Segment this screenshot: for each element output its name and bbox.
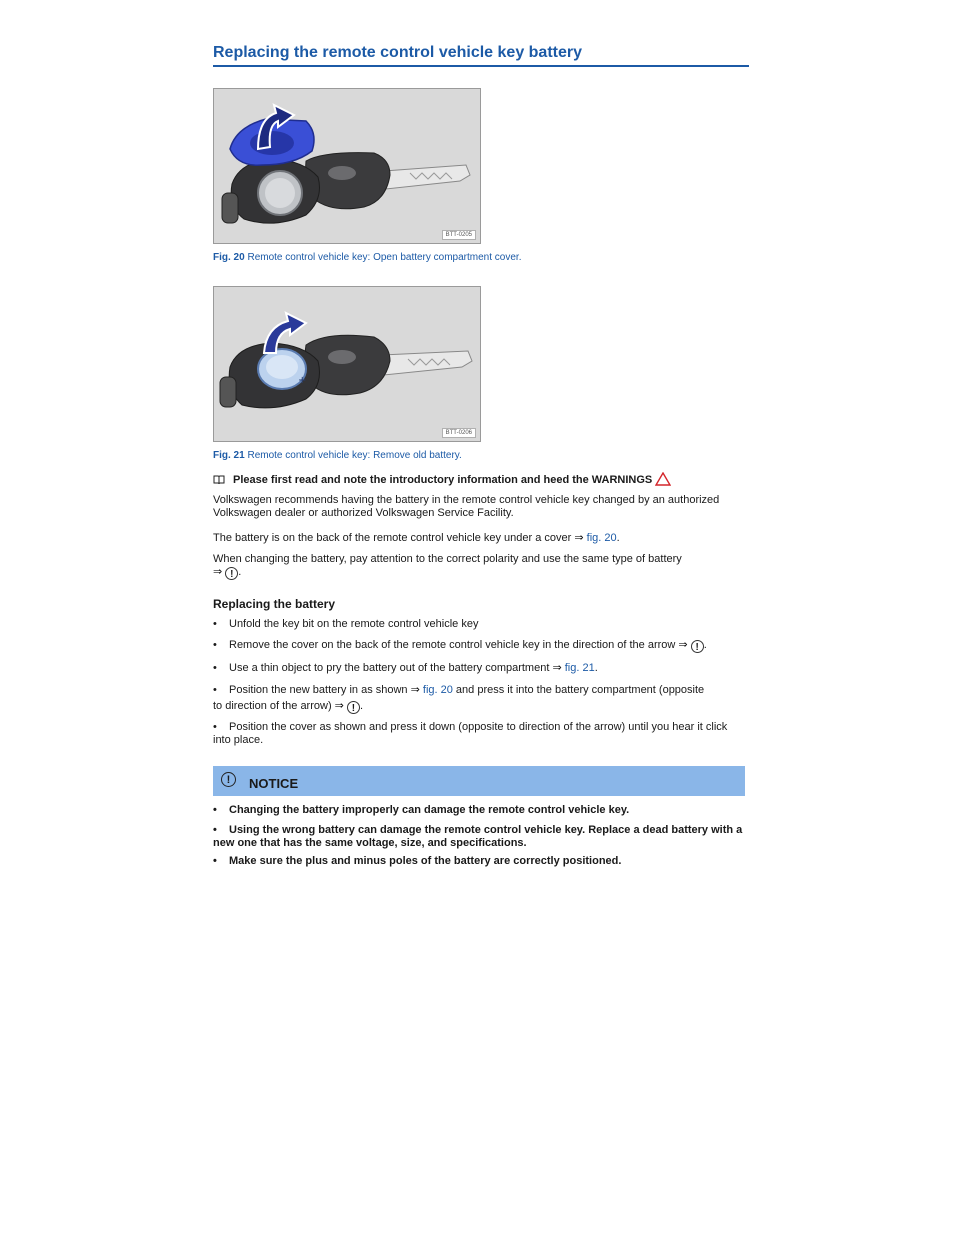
notice-item: • Make sure the plus and minus poles of the battery are correctly positioned.: [213, 855, 622, 867]
notice-item-1-text: Changing the battery improperly can damage the remote control vehicle key.: [229, 804, 630, 816]
polarity-paragraph: [213, 553, 747, 580]
fig-20-link[interactable]: fig. 20: [422, 684, 453, 696]
figure-21-code: BTT-0206: [442, 428, 476, 438]
step-4-end: .: [359, 700, 364, 712]
step-4-text: Position the new battery in as shown ⇒: [229, 684, 420, 696]
polarity-end: .: [238, 566, 242, 578]
figure-20-caption: [213, 252, 521, 263]
notice-item: • Changing the battery improperly can damage the remote control vehicle key.: [213, 804, 630, 816]
location-end: .: [616, 532, 620, 544]
step-3: • Use a thin object to pry the battery out of the battery compartment ⇒ fig. 21.: [213, 662, 598, 674]
notice-icon[interactable]: !: [347, 701, 360, 714]
figure-20-code: BTT-0205: [442, 230, 476, 240]
read-note: [213, 472, 747, 487]
location-text: The battery is on the back of the remote control vehicle key under a cover ⇒: [213, 532, 584, 544]
figure-20-label: Fig. 20: [213, 252, 245, 263]
fig-20-link[interactable]: fig. 20: [586, 532, 617, 544]
polarity-arrow: ⇒: [213, 566, 223, 578]
notice-item-2-text: Using the wrong battery can damage the remote control vehicle key. Replace a dead battery with a new one that has the same voltage, size, and specifications.: [213, 824, 743, 849]
polarity-text: When changing the battery, pay attention to the correct polarity and use the same type of battery: [213, 553, 682, 565]
location-paragraph: [213, 532, 747, 545]
key-remove-battery-illustration: [214, 287, 480, 441]
figure-21-caption-text: Remote control vehicle key: Remove old battery.: [247, 450, 462, 461]
step-4-continued: [213, 700, 747, 714]
figure-21-caption: [213, 450, 462, 461]
read-note-text: Please first read and note the introductory information and heed the WARNINGS: [233, 474, 653, 486]
figure-20-caption-text: Remote control vehicle key: Open battery compartment cover.: [247, 252, 522, 263]
key-open-cover-illustration: [214, 89, 480, 243]
step-5-text: Position the cover as shown and press it down (opposite to direction of the arrow) until you hear it click into place.: [213, 721, 728, 746]
step-1: • Unfold the key bit on the remote control vehicle key: [213, 618, 479, 630]
recommendation-paragraph: Volkswagen recommends having the battery in the remote control vehicle key changed by an authorized Volkswagen dealer or authorized Volkswagen Service Facility.: [213, 494, 720, 519]
exclamation-circle-icon: !: [221, 772, 236, 787]
step-4-line2: to direction of the arrow) ⇒: [213, 700, 344, 712]
step-3-end: .: [594, 662, 598, 674]
step-3-text: Use a thin object to pry the battery out of the battery compartment ⇒: [229, 662, 562, 674]
svg-text:+: +: [298, 375, 307, 386]
notice-heading: NOTICE: [249, 776, 299, 791]
step-5: • Position the cover as shown and press it down (opposite to direction of the arrow) until you hear it click into place.: [213, 721, 728, 746]
step-2-text: Remove the cover on the back of the remote control vehicle key in the direction of the arrow ⇒: [229, 639, 688, 651]
notice-item-3-text: Make sure the plus and minus poles of the battery are correctly positioned.: [229, 855, 622, 867]
book-icon: [213, 475, 225, 485]
notice-icon[interactable]: !: [691, 640, 704, 653]
figure-21-label: Fig. 21: [213, 450, 245, 461]
step-2: • Remove the cover on the back of the remote control vehicle key in the direction of the arrow ⇒ ! .: [213, 639, 707, 653]
page-title: Replacing the remote control vehicle key battery: [213, 44, 749, 67]
step-1-text: Unfold the key bit on the remote control vehicle key: [229, 618, 479, 630]
notice-icon[interactable]: !: [225, 567, 238, 580]
fig-21-link[interactable]: fig. 21: [564, 662, 595, 674]
step-2-end: .: [703, 639, 707, 651]
step-4: • Position the new battery in as shown ⇒ fig. 20 and press it into the battery compartment (opposite: [213, 684, 705, 696]
figure-20-image: [213, 88, 481, 244]
notice-banner: [213, 766, 745, 796]
warning-triangle-icon[interactable]: [655, 472, 671, 486]
replacing-heading: Replacing the battery: [213, 597, 336, 611]
step-4-mid: and press it into the battery compartment (opposite: [455, 684, 705, 696]
figure-21-image: [213, 286, 481, 442]
notice-item: • Using the wrong battery can damage the remote control vehicle key. Replace a dead battery with a new one that has the same voltage, size, and specifications.: [213, 824, 743, 849]
